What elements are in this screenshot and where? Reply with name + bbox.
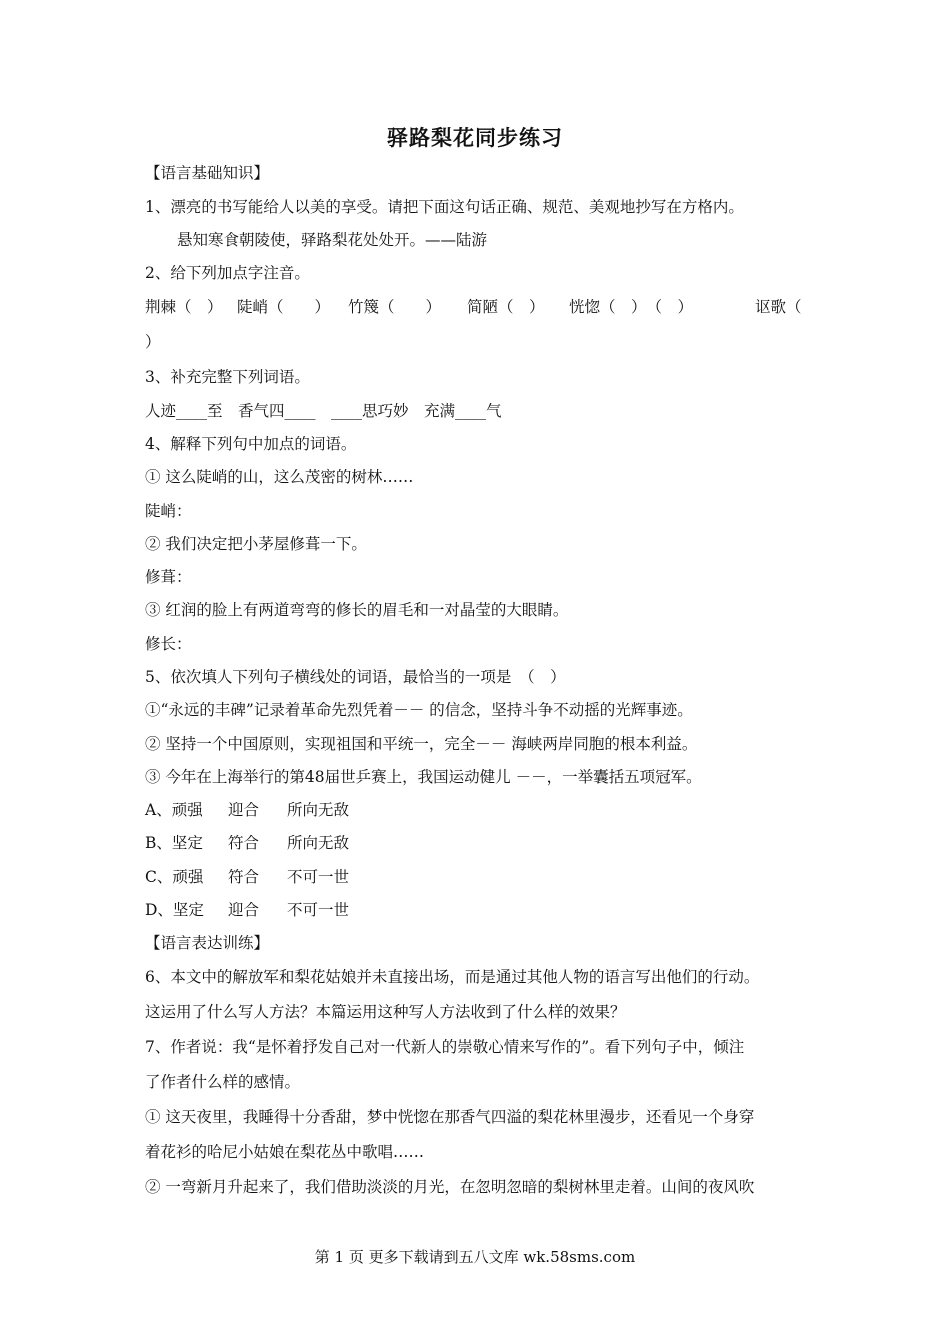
q2-item-ouge: 讴歌（ [755,298,802,316]
question-4: 4、解释下列句中加点的词语。 [145,435,357,453]
option-label: C、顽强 [145,868,204,886]
option-label: D、坚定 [145,901,204,919]
question-6-line-2: 这运用了什么写人方法？本篇运用这种写人方法收到了什么样的效果？ [145,1003,626,1021]
question-7-line-2: 了作者什么样的感情。 [145,1073,301,1091]
question-6-line-1: 6、本文中的解放军和梨花姑娘并未直接出场，而是通过其他人物的语言写出他们的行动。 [145,968,760,986]
q5-option-c [145,867,349,887]
q2-item-huanghu: 恍惚（ ） （ ） [569,298,694,316]
option-word-3: 不可一世 [287,901,350,919]
option-label: A、顽强 [145,801,203,819]
q7-sentence-1-line-1: ① 这天夜里，我睡得十分香甜，梦中恍惚在那香气四溢的梨花林里漫步，还看见一个身穿 [145,1108,755,1126]
q7-sentence-2-line-1: ② 一弯新月升起来了，我们借助淡淡的月光，在忽明忽暗的梨树林里走着。山间的夜风吹 [145,1178,755,1196]
q4-answer-3: 修长： [145,635,192,653]
q2-item-jianlou: 简陋（ ） [467,298,545,316]
section-heading-expression: 【语言表达训练】 [145,934,270,952]
q5-sentence-1: ①“永远的丰碑”记录着革命先烈凭着－－ 的信念，坚持斗争不动摇的光辉事迹。 [145,701,693,719]
page-footer: 第 1 页 更多下载请到五八文库 wk.58sms.com [314,1248,636,1266]
q2-item-zhumie: 竹篾（ ） [348,298,442,316]
question-3-items: 人迹____至 香气四____ ____思巧妙 充满____气 [145,402,502,420]
q4-answer-2: 修葺： [145,568,192,586]
question-3: 3、补充完整下列词语。 [145,368,310,386]
q5-option-a [145,800,349,820]
q2-item-ouge-close: ） [145,333,161,351]
page-title: 驿路梨花同步练习 [387,126,563,150]
q7-sentence-1-line-2: 着花衫的哈尼小姑娘在梨花丛中歌唱…… [145,1143,425,1161]
question-1-quote: 悬知寒食朝陵使，驿路梨花处处开。——陆游 [177,231,488,249]
q5-option-b [145,833,349,853]
section-heading-basics: 【语言基础知识】 [145,164,270,182]
option-word-3: 不可一世 [287,868,350,886]
q4-sentence-1: ① 这么陡峭的山，这么茂密的树林…… [145,468,414,486]
q4-sentence-2: ② 我们决定把小茅屋修葺一下。 [145,535,367,553]
option-word-2: 符合 [228,868,260,886]
option-word-3: 所向无敌 [287,801,350,819]
question-1: 1、漂亮的书写能给人以美的享受。请把下面这句话正确、规范、美观地抄写在方格内。 [145,198,744,216]
q5-sentence-2: ② 坚持一个中国原则，实现祖国和平统一，完全－－ 海峡两岸同胞的根本利益。 [145,735,698,753]
option-word-3: 所向无敌 [287,834,350,852]
q4-sentence-3: ③ 红润的脸上有两道弯弯的修长的眉毛和一对晶莹的大眼睛。 [145,601,569,619]
question-5: 5、依次填人下列句子横线处的词语，最恰当的一项是 （ ） [145,668,566,686]
question-2: 2、给下列加点字注音。 [145,264,310,282]
q2-item-jingji: 荆棘（ ） [145,298,223,316]
option-label: B、坚定 [145,834,203,852]
q2-item-douqiao: 陡峭（ ） [237,298,331,316]
question-7-line-1: 7、作者说：我“是怀着抒发自己对一代新人的崇敬心情来写作的”。看下列句子中，倾注 [145,1038,745,1056]
q4-answer-1: 陡峭： [145,502,192,520]
q5-sentence-3: ③ 今年在上海举行的第48届世乒赛上，我国运动健儿 －－，一举囊括五项冠军。 [145,768,702,786]
option-word-2: 迎合 [228,901,260,919]
q5-option-d [145,900,349,920]
option-word-2: 符合 [228,834,260,852]
option-word-2: 迎合 [228,801,260,819]
